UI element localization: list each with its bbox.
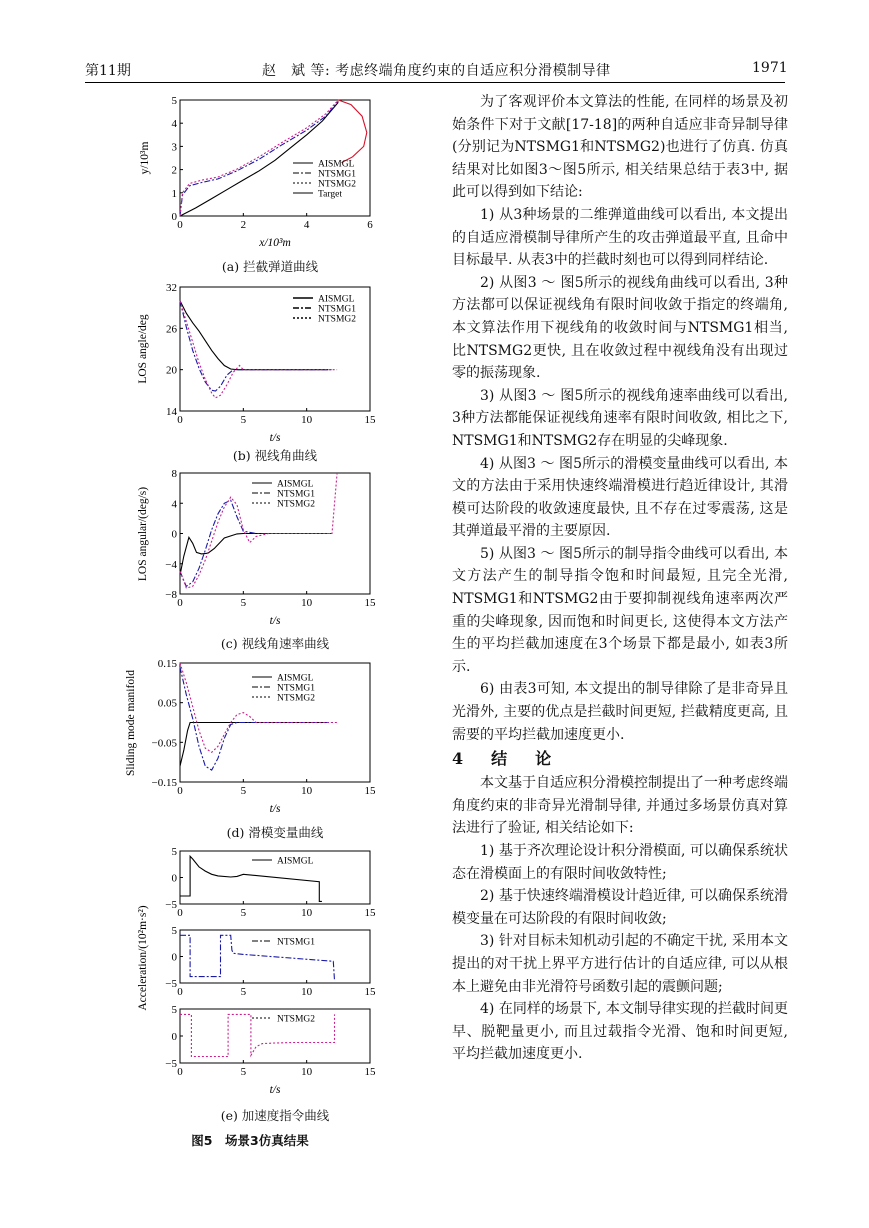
chart-c — [137, 468, 376, 627]
series-line-target — [338, 100, 367, 163]
paragraph: 5) 从图3 ～ 图5所示的制导指令曲线可以看出, 本文方法产生的制导指令饱和时间最短, 且完全光滑, NTSMG1和NTSMG2由于要抑制视线角速率两次严重的尖峰现象, 因而饱和时间更长, 这使得本文方法产生的平均拦截加速度在3个场景下都是最小, 如表3所示. — [452, 545, 788, 675]
y-tick-label: 0 — [171, 951, 177, 964]
x-tick-label: 0 — [177, 597, 183, 609]
x-axis-label: x/10³m — [259, 237, 291, 249]
x-tick-label: 5 — [240, 414, 247, 426]
y-tick-label: 32 — [166, 282, 177, 294]
series-line-ntsmg2 — [180, 301, 337, 398]
body-text — [452, 91, 788, 1066]
legend-label: Target — [318, 189, 342, 200]
y-tick-label: 0 — [171, 872, 177, 885]
x-tick-label: 10 — [301, 1066, 313, 1078]
x-tick-label: 5 — [240, 986, 247, 998]
y-tick-label: 5 — [171, 95, 177, 107]
y-tick-label: 1 — [171, 187, 177, 200]
y-tick-label: 5 — [171, 846, 177, 858]
y-tick-label: 4 — [171, 498, 177, 511]
y-tick-label: 3 — [171, 141, 177, 154]
chart-b — [137, 282, 376, 444]
y-axis-label: y/10³m — [139, 141, 151, 175]
x-tick-label: 15 — [364, 907, 376, 919]
caption-b: (b) 视线角曲线 — [232, 448, 318, 463]
legend-label: AISMGL — [318, 294, 355, 305]
caption-a: (a) 拦截弹道曲线 — [221, 259, 319, 274]
y-tick-label: 0 — [171, 211, 177, 223]
x-tick-label: 0 — [177, 785, 183, 797]
y-tick-label: 0 — [171, 528, 177, 541]
y-tick-label: −5 — [165, 1058, 177, 1070]
y-tick-label: −4 — [165, 558, 177, 571]
y-tick-label: −8 — [165, 589, 177, 601]
issue-number: 第11期 — [85, 63, 131, 79]
series-line-aismgl — [180, 723, 327, 767]
y-tick-label: −5 — [165, 978, 177, 990]
x-tick-label: 10 — [301, 986, 313, 998]
paragraph: 4) 从图3 ～ 图5所示的滑模变量曲线可以看出, 本文的方法由于采用快速终端滑模进行趋近律设计, 其滑模可达阶段的收敛速度最快, 且不存在过零震荡, 这是其弹道最平滑的主要原因. — [452, 455, 788, 540]
legend-label: AISMGL — [277, 479, 314, 490]
x-tick-label: 0 — [177, 907, 183, 919]
paragraph: 1) 从3种场景的二维弹道曲线可以看出, 本文提出的自适应滑模制导律所产生的攻击弹道最平直, 且命中目标最早. 从表3中的拦截时刻也可以得到同样结论. — [452, 206, 788, 269]
legend-label: NTSMG1 — [318, 169, 357, 180]
caption-c: (c) 视线角速率曲线 — [220, 636, 330, 651]
x-tick-label: 10 — [301, 907, 313, 919]
page-number: 1971 — [752, 60, 788, 76]
legend-label: AISMGL — [277, 856, 314, 867]
x-tick-label: 15 — [364, 597, 376, 609]
paragraph: 1) 基于齐次理论设计积分滑模面, 可以确保系统状态在滑模面上的有限时间收敛特性; — [452, 843, 788, 882]
legend-label: NTSMG2 — [277, 499, 316, 510]
paragraph: 为了客观评价本文算法的性能, 在同样的场景及初始条件下对于文献[17-18]的两种自适应非奇异制导律(分别记为NTSMG1和NTSMG2)也进行了仿真. 仿真结果对比如图3～图5所示, 相关结果总结于表3中, 据此可以得到如下结论: — [452, 94, 788, 201]
paragraph: 3) 针对目标未知机动引起的不确定干扰, 采用本文提出的对干扰上界平方进行估计的自适应律, 可以从根本上避免由非光滑符号函数引起的震颤问题; — [452, 933, 788, 995]
x-tick-label: 0 — [177, 1066, 183, 1078]
chart-e2 — [165, 925, 376, 998]
x-tick-label: 5 — [240, 907, 247, 919]
x-tick-label: 0 — [177, 414, 183, 426]
legend-label: NTSMG1 — [318, 304, 357, 315]
y-axis-label: LOS angular/(deg/s) — [137, 486, 149, 582]
y-tick-label: 20 — [166, 364, 177, 377]
x-tick-label: 10 — [301, 785, 313, 797]
legend-label: AISMGL — [318, 159, 355, 170]
legend-label: NTSMG2 — [318, 314, 357, 325]
x-tick-label: 15 — [364, 785, 376, 797]
paragraph: 3) 从图3 ～ 图5所示的视线角速率曲线可以看出, 3种方法都能保证视线角速率有限时间收敛, 相比之下, NTSMG1和NTSMG2存在明显的尖峰现象. — [452, 387, 788, 449]
paragraph: 6) 由表3可知, 本文提出的制导律除了是非奇异且光滑外, 主要的优点是拦截时间更短, 拦截精度更高, 且需要的平均拦截加速度更小. — [452, 681, 788, 743]
legend-label: NTSMG2 — [318, 179, 357, 190]
y-tick-label: 0.15 — [157, 658, 177, 670]
paragraph: 2) 基于快速终端滑模设计趋近律, 可以确保系统滑模变量在可达阶段的有限时间收敛; — [452, 888, 788, 927]
plot-frame — [180, 1009, 370, 1063]
y-tick-label: 8 — [171, 468, 177, 480]
x-tick-label: 0 — [177, 986, 183, 998]
series-line-ntsmg2 — [180, 663, 337, 752]
legend-label: NTSMG2 — [277, 1014, 316, 1025]
y-tick-label: 5 — [171, 1004, 177, 1016]
chart-d — [125, 658, 376, 815]
x-tick-label: 5 — [240, 785, 247, 797]
caption-e: (e) 加速度指令曲线 — [220, 1108, 330, 1123]
y-axis-label: LOS angle/deg — [137, 314, 149, 384]
series-line-ntsmg1 — [180, 301, 333, 391]
legend-label: AISMGL — [277, 673, 314, 684]
y-tick-label: 0 — [171, 1031, 177, 1043]
acceleration-y-label: Acceleration/(10²m·s²) — [137, 905, 149, 1011]
x-tick-label: 15 — [364, 1066, 376, 1078]
running-title: 赵 斌 等: 考虑终端角度约束的自适应积分滑模制导律 — [262, 63, 611, 79]
x-tick-label: 15 — [364, 986, 376, 998]
series-line-ntsmg1 — [180, 101, 338, 216]
y-tick-label: −5 — [165, 899, 177, 911]
y-axis-label: Sliding mode manifold — [125, 669, 137, 777]
figure-caption: 图5 场景3仿真结果 — [191, 1133, 309, 1148]
chart-e3 — [165, 1004, 376, 1096]
legend-label: NTSMG1 — [277, 489, 316, 500]
series-line-aismgl — [180, 301, 328, 370]
x-tick-label: 5 — [240, 597, 247, 609]
legend-label: NTSMG2 — [277, 693, 316, 704]
x-tick-label: 6 — [367, 219, 373, 231]
x-axis-label: t/s — [269, 615, 281, 627]
y-tick-label: 2 — [171, 164, 177, 177]
x-axis-label: t/s — [269, 1084, 281, 1096]
x-tick-label: 5 — [240, 1066, 247, 1078]
y-tick-label: −0.05 — [151, 737, 177, 750]
series-line-aismgl — [180, 102, 338, 216]
chart-e1 — [165, 846, 376, 919]
x-tick-label: 2 — [240, 219, 247, 231]
y-tick-label: 5 — [171, 925, 177, 937]
section-title: 4 结 论 — [452, 749, 558, 769]
paragraph: 本文基于自适应积分滑模控制提出了一种考虑终端角度约束的非奇异光滑制导律, 并通过多场景仿真对算法进行了验证, 相关结论如下: — [452, 775, 788, 837]
y-tick-label: −0.15 — [151, 777, 177, 789]
x-axis-label: t/s — [269, 803, 281, 815]
y-tick-label: 4 — [171, 118, 177, 131]
chart-a — [139, 95, 373, 249]
paragraph: 2) 从图3 ～ 图5所示的视线角曲线可以看出, 3种方法都可以保证视线角有限时间收敛于指定的终端角, 本文算法作用下视线角的收敛时间与NTSMG1相当, 比NTSMG2更快, 且在收敛过程中视线角没有出现过零的振荡现象. — [452, 274, 788, 382]
series-line-ntsmg2 — [180, 100, 338, 216]
x-axis-label: t/s — [269, 432, 281, 444]
x-tick-label: 4 — [303, 219, 310, 231]
x-tick-label: 10 — [301, 414, 313, 426]
legend-label: NTSMG1 — [277, 937, 316, 948]
y-tick-label: 26 — [166, 323, 177, 336]
y-tick-label: 0.05 — [157, 697, 177, 710]
caption-d: (d) 滑模变量曲线 — [226, 825, 324, 840]
x-tick-label: 0 — [177, 219, 183, 231]
y-tick-label: 14 — [166, 406, 177, 418]
x-tick-label: 10 — [301, 597, 313, 609]
paragraph: 4) 在同样的场景下, 本文制导律实现的拦截时间更早、脱靶量更小, 而且过载指令光滑、饱和时间更短, 平均拦截加速度更小. — [452, 1001, 788, 1063]
x-tick-label: 15 — [364, 414, 376, 426]
series-line-ntsmg1 — [180, 500, 333, 586]
legend-label: NTSMG1 — [277, 683, 316, 694]
